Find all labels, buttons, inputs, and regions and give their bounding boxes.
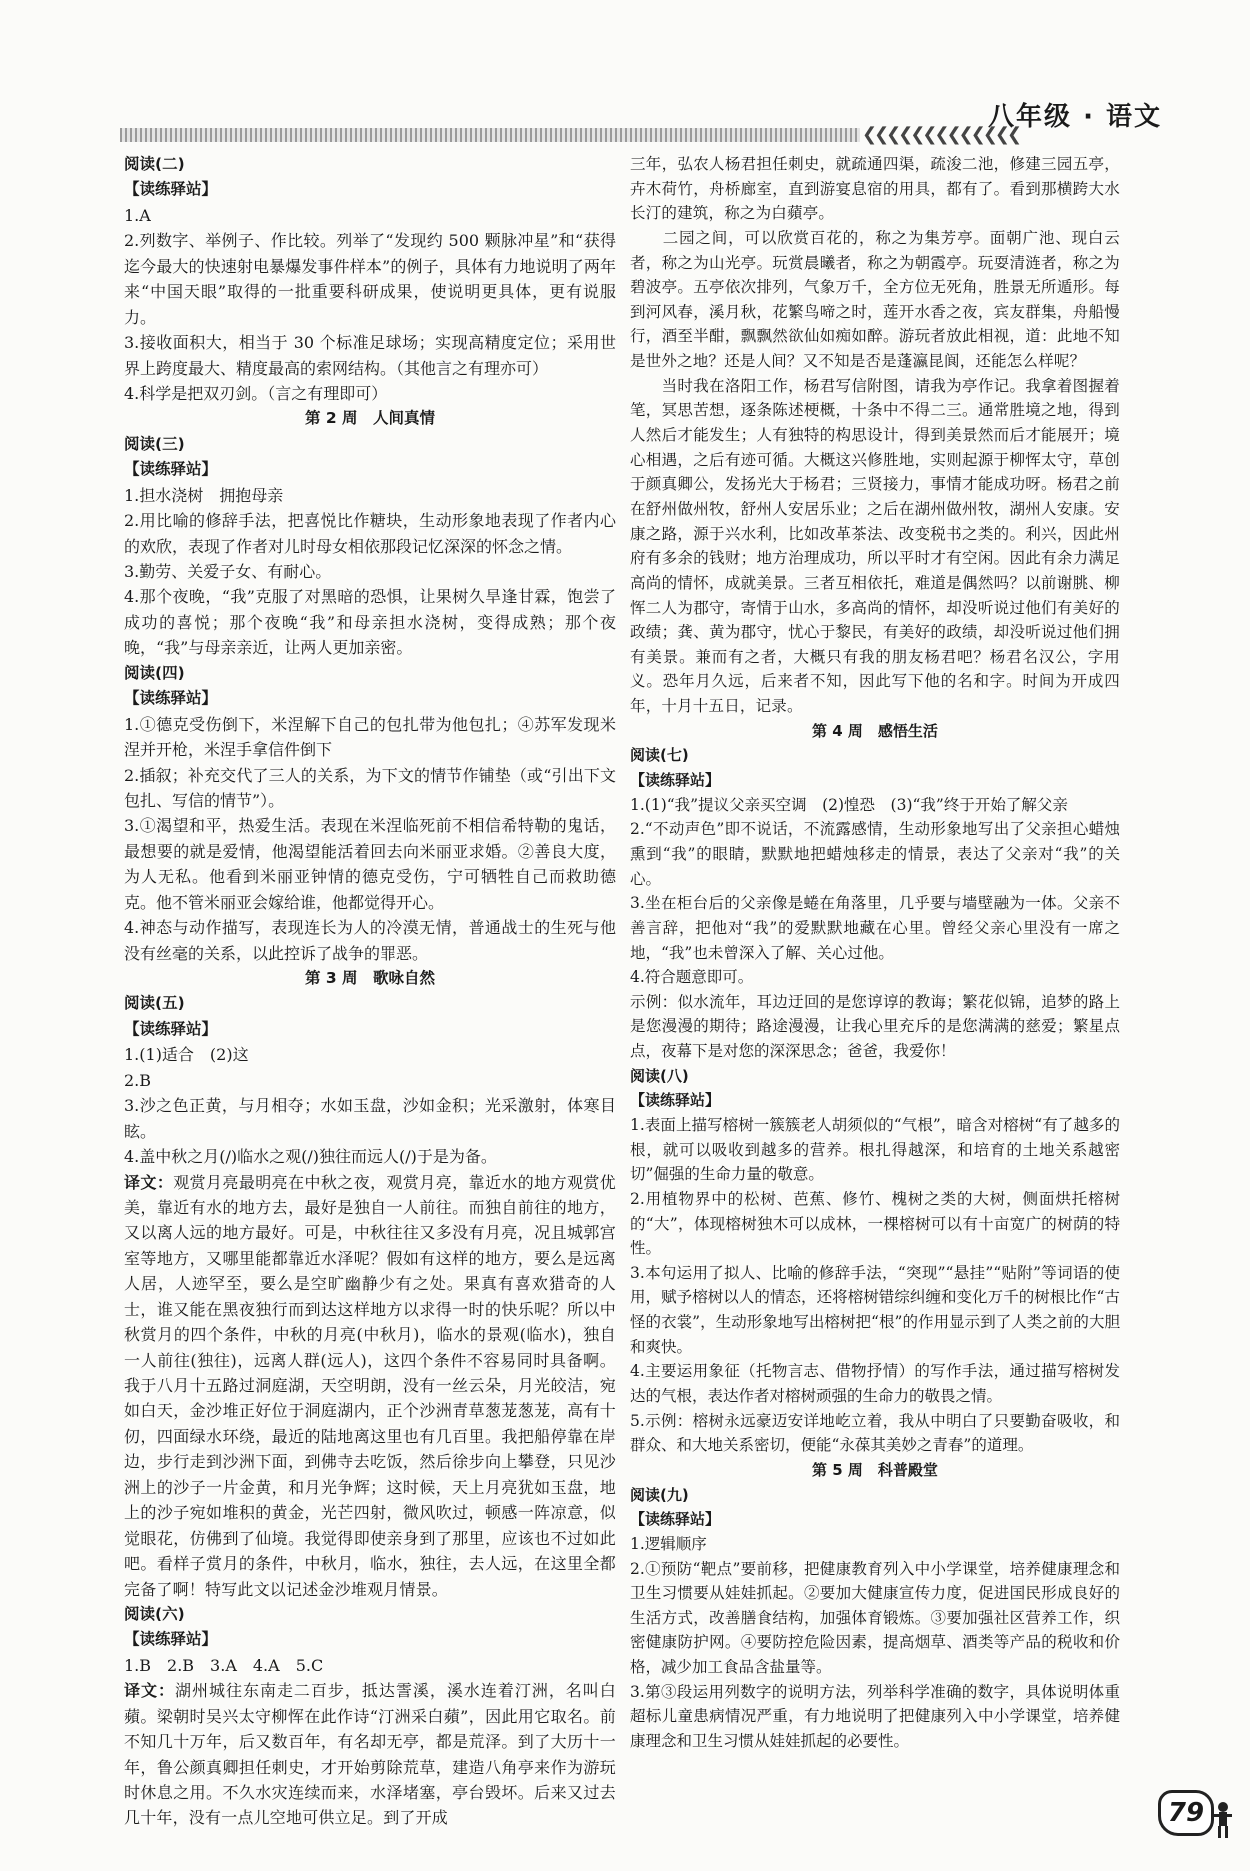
translation-label: 译文： — [124, 1172, 174, 1192]
section-heading: 阅读(七) — [630, 746, 689, 765]
practice-tag: 【读练驿站】 — [630, 771, 721, 790]
translation-body: 当时我在洛阳工作，杨君写信附图，请我为亭作记。我拿着图握着笔，冥思苦想，逐条陈述梗概，十条中不得二三。通常胜境之地，得到人然后才能发生；人有独特的构思设计，得到美景然而后才能展开；境心相遇，之后有迹可循。大概这兴修胜地，实则起源于柳恽太守，草创于颜真卿公，发扬光大于杨君；三贤接力，事情才能成功呀。杨君之前在舒州做州牧，舒州人安居乐业；之后在湖州做州牧，湖州人安康。安康之路，源于兴水利，比如改革茶法、改变税书之类的。利兴，因此州府有多余的钱财；地方治理成功，所以平时才有空闲。因此有余力满足高尚的情怀，成就美景。三者互相依托，难道是偶然吗？以前谢朓、柳恽二人为郡守，寄情于山水，多高尚的情怀，却没听说过他们有美好的政绩；龚、黄为郡守，忧心于黎民，有美好的政绩，却没听说过他们拥有美景。兼而有之者，大概只有我的朋友杨君吧？杨君名汉公，字用义。恐年月久远，后来者不知，因此写下他的名和字。时间为开成四年，十月十五日，记录。 — [630, 376, 1120, 716]
header-rule — [120, 128, 860, 142]
section-heading: 阅读(二) — [124, 155, 185, 173]
answer-item: 3.坐在柜台后的父亲像是蜷在角落里，几乎要与墙壁融为一体。父亲不善言辞，把他对“我”的爱默默地藏在心里。曾经父亲心里没有一席之地，“我”也未曾深入了解、关心过他。 — [630, 894, 1120, 962]
practice-tag: 【读练驿站】 — [124, 689, 218, 708]
section-heading: 阅读(八) — [630, 1066, 689, 1085]
translation-label: 译文： — [124, 1681, 175, 1701]
answer-item: 4.神态与动作描写，表现连长为人的冷漠无情，普通战士的生死与他没有丝毫的关系，以此控诉了战争的罪恶。 — [124, 918, 616, 963]
page-title: 八年级 · 语文 — [988, 102, 1162, 132]
answer-item: 2.用比喻的修辞手法，把喜悦比作糖块，生动形象地表现了作者内心的欢欣，表现了作者对儿时母女相依那段记忆深深的怀念之情。 — [124, 511, 616, 556]
answer-item: 1.(1)“我”提议父亲买空调 (2)惶恐 (3)“我”终于开始了解父亲 — [630, 795, 1068, 814]
translation-text — [124, 1170, 616, 1602]
answer-item: 4.符合题意即可。 — [630, 968, 754, 987]
translation-body: 三年，弘农人杨君担任刺史，就疏通四渠，疏浚二池，修建三园五亭，卉木荷竹，舟桥廊室，直到游宴息宿的用具，都有了。看到那横跨大水长汀的建筑，称之为白蘋亭。 — [630, 155, 1120, 223]
answer-item: 5.示例：榕树永远豪迈安详地屹立着，我从中明白了只要勤奋吸收，和群众、和大地关系密切，便能“永葆其美妙之青春”的道理。 — [630, 1411, 1120, 1455]
right-column — [630, 152, 1120, 1754]
answer-item: 2.B — [124, 1070, 152, 1090]
practice-tag: 【读练驿站】 — [124, 1630, 218, 1649]
answer-item: 2.“不动声色”即不说话，不流露感情，生动形象地写出了父亲担心蜡烛熏到“我”的眼睛，默默地把蜡烛移走的情景，表达了父亲对“我”的关心。 — [630, 820, 1120, 888]
translation-body: 二园之间，可以欣赏百花的，称之为集芳亭。面朝广池、现白云者，称之为山光亭。玩赏晨曦者，称之为朝霞亭。玩耍清涟者，称之为碧波亭。五亭依次排列，气象万千，全方位无死角，胜景无所遁形。每到河风春，溪月秋，花繁鸟啼之时，莲开水香之夜，宾友群集，舟船慢行，酒至半酣，飘飘然欲仙如痴如醉。游玩者放此相视，道：此地不知是世外之地？还是人间？又不知是否是蓬瀛昆阆，还能怎么样呢？ — [630, 228, 1120, 371]
mascot-icon — [1212, 1800, 1234, 1840]
practice-tag: 【读练驿站】 — [630, 1510, 721, 1529]
answer-item: 1.逻辑顺序 — [630, 1534, 707, 1553]
week-title: 第 3 周 歌咏自然 — [304, 969, 436, 987]
answer-item: 4.科学是把双刃剑。（言之有理即可） — [124, 383, 388, 403]
page-header — [0, 0, 1250, 145]
chevron-left-icon: ❮❮❮❮❮❮❮❮❮❮❮❮❮ — [862, 124, 1020, 145]
week-title: 第 4 周 感悟生活 — [812, 721, 938, 740]
answer-item: 3.本句运用了拟人、比喻的修辞手法，“突现”“悬挂”“贴附”等词语的使用，赋予榕树以人的情态，还将榕树错综纠缠和变化万千的树根比作“古怪的衣裳”，生动形象地写出榕树把“根”的作用显示到了人类之前的大胆和爽快。 — [630, 1263, 1120, 1356]
answer-item: 4.盖中秋之月(/)临水之观(/)独往而远人(/)于是为备。 — [124, 1147, 497, 1167]
translation-text — [124, 1678, 616, 1831]
answer-item: 1.(1)适合 (2)这 — [124, 1045, 249, 1065]
translation-text — [630, 226, 1120, 374]
answer-item: 2.插叙；补充交代了三人的关系，为下文的情节作铺垫（或“引出下文包扎、写信的情节”）。 — [124, 765, 616, 810]
translation-text — [630, 152, 1120, 226]
answer-item: 4.那个夜晚，“我”克服了对黑暗的恐惧，让果树久旱逢甘霖，饱尝了成功的喜悦；那个夜晚“我”和母亲担水浇树，变得成熟；那个夜晚，“我”与母亲亲近，让两人更加亲密。 — [124, 587, 616, 658]
answer-item: 2.①预防“靶点”要前移，把健康教育列入中小学课堂，培养健康理念和卫生习惯要从娃娃抓起。②要加大健康宣传力度，促进国民形成良好的生活方式，改善膳食结构，加强体育锻炼。③要加强社区营养工作，织密健康防护网。④要防控危险因素，提高烟草、酒类等产品的税收和价格，减少加工食品含盐量等。 — [630, 1559, 1120, 1677]
practice-tag: 【读练驿站】 — [124, 460, 218, 479]
answer-item: 3.沙之色正黄，与月相夺；水如玉盘，沙如金积；光采激射，体寒目眩。 — [124, 1096, 616, 1141]
answer-item: 1.表面上描写榕树一簇簇老人胡须似的“气根”，暗含对榕树“有了越多的根，就可以吸收到越多的营养。根扎得越深，和培育的土地关系越密切”倔强的生命力量的敬意。 — [630, 1115, 1120, 1184]
section-heading: 阅读(六) — [124, 1604, 185, 1623]
answer-item: 2.列数字、举例子、作比较。列举了“发现约 500 颗脉冲星”和“获得迄今最大的快速射电暴爆发事件样本”的例子，具体有力地说明了两年来“中国天眼”取得的一批重要科研成果，使说明更具体，更有说服力。 — [124, 231, 616, 327]
answer-item: 1.①德克受伤倒下，米涅解下自己的包扎带为他包扎；④苏军发现米涅并开枪，米涅手拿信件倒下 — [124, 714, 616, 760]
answer-item: 2.用植物界中的松树、芭蕉、修竹、槐树之类的大树，侧面烘托榕树的“大”，体现榕树独木可以成林，一棵榕树可以有十亩宽广的树荫的特性。 — [630, 1189, 1120, 1258]
section-heading: 阅读(三) — [124, 434, 185, 453]
week-title: 第 5 周 科普殿堂 — [812, 1460, 938, 1479]
section-heading: 阅读(五) — [124, 994, 185, 1013]
answer-item: 3.勤劳、关爱子女、有耐心。 — [124, 562, 332, 581]
translation-body: 观赏月亮最明亮在中秋之夜，观赏月亮，靠近水的地方观赏优美，靠近有水的地方去，最好是独自一人前往。而独自前往的地方，又以离人远的地方最好。可是，中秋往往又多没有月亮，况且城郭宫室等地方，又哪里能都靠近水泽呢？假如有这样的地方，要么是远离人居，人迹罕至，要么是空旷幽静少有之处。果真有喜欢猎奇的人士，谁又能在黑夜独行而到达这样地方以求得一时的快乐呢？所以中秋赏月的四个条件，中秋的月亮(中秋月)，临水的景观(临水)，独自一人前往(独往)，远离人群(远人)，这四个条件不容易同时具备啊。我于八月十五路过洞庭湖，天空明朗，没有一丝云朵，月光皎洁，宛如白天，金沙堆正好位于洞庭湖内，正个沙洲青草葱茏葱茏，高有十仞，四面绿水环绕，最近的陆地离这里也有几百里。我把船停靠在岸边，步行走到沙洲下面，到佛寺去吃饭，然后徐步向上攀登，只见沙洲上的沙子一片金黄，和月光争辉；这时候，天上月亮犹如玉盘，地上的沙子宛如堆积的黄金，光芒四射，微风吹过，顿感一阵凉意，似觉眼花，仿佛到了仙境。我觉得即使亲身到了那里，应该也不过如此吧。看样子赏月的条件，中秋月，临水，独往，去人远，在这里全都完备了啊！特写此文以记述金沙堆观月情景。 — [124, 1172, 617, 1599]
section-heading: 阅读(四) — [124, 663, 185, 682]
translation-text — [630, 374, 1120, 719]
section-heading: 阅读(九) — [630, 1485, 689, 1504]
answer-item: 3.第③段运用列数字的说明方法，列举科学准确的数字，具体说明体重超标儿童患病情况严重，有力地说明了把健康列入中小学课堂，培养健康理念和卫生习惯从娃娃抓起的必要性。 — [630, 1682, 1120, 1750]
answer-item: 1.担水浇树 拥抱母亲 — [124, 485, 284, 505]
practice-tag: 【读练驿站】 — [124, 180, 218, 199]
answer-item: 1.A — [124, 205, 151, 225]
left-column — [124, 152, 616, 1831]
practice-tag: 【读练驿站】 — [630, 1091, 721, 1110]
answer-item: 示例：似水流年，耳边迂回的是您谆谆的教诲；繁花似锦，追梦的路上是您漫漫的期待；路途漫漫，让我心里充斥的是您满满的慈爱；繁星点点，夜幕下是对您的深深思念；爸爸，我爱你！ — [630, 992, 1120, 1061]
page-number: 79 — [1158, 1790, 1214, 1836]
answer-item: 3.①渴望和平，热爱生活。表现在米涅临死前不相信希特勒的鬼话，最想要的就是爱情，他渴望能活着回去向米丽亚求婚。②善良大度，为人无私。他看到米丽亚钟情的德克受伤，宁可牺牲自己而救助德克。他不管米丽亚会嫁给谁，他都觉得开心。 — [124, 816, 616, 912]
practice-tag: 【读练驿站】 — [124, 1019, 218, 1038]
answer-item: 3.接收面积大，相当于 30 个标准足球场；实现高精度定位；采用世界上跨度最大、精度最高的索网结构。（其他言之有理亦可） — [124, 333, 616, 378]
translation-body: 湖州城往东南走二百步，抵达霅溪，溪水连着汀洲，名叫白蘋。梁朝时吴兴太守柳恽在此作诗“汀洲采白蘋”，因此用它取名。前不知几十万年，后又数百年，有名却无亭，都是荒泽。到了大历十一年，鲁公颜真卿担任刺史，才开始剪除荒草，建造八角亭来作为游玩时休息之用。不久水灾连续而来，水泽堵塞，亭台毁坏。后来又过去几十年，没有一点儿空地可供立足。到了开成 — [124, 1681, 616, 1828]
answer-item: 1.B 2.B 3.A 4.A 5.C — [124, 1655, 324, 1675]
answer-item: 4.主要运用象征（托物言志、借物抒情）的写作手法，通过描写榕树发达的气根，表达作者对榕树顽强的生命力的敬畏之情。 — [630, 1362, 1120, 1406]
week-title: 第 2 周 人间真情 — [304, 409, 436, 428]
